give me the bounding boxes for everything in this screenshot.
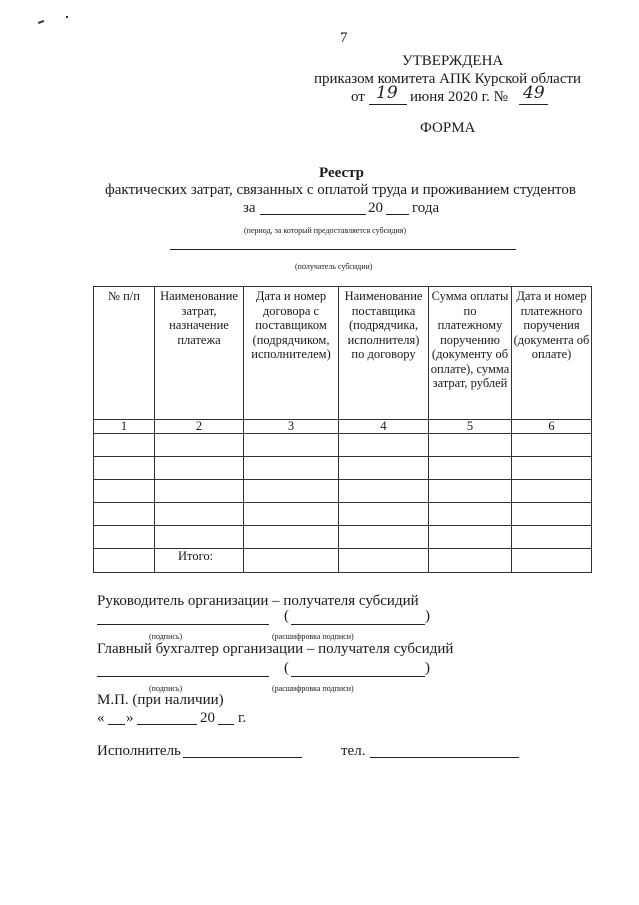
phone-line[interactable] — [370, 757, 519, 758]
date-year-line[interactable] — [218, 724, 234, 725]
table-cell[interactable] — [155, 526, 244, 549]
approval-date-prefix: от — [351, 89, 365, 105]
form-label: ФОРМА — [420, 120, 476, 136]
table-cell[interactable] — [94, 503, 155, 526]
table-cell[interactable] — [94, 480, 155, 503]
table-cell[interactable] — [429, 526, 512, 549]
stamp-label: М.П. (при наличии) — [97, 692, 224, 708]
scan-speck — [38, 20, 44, 24]
table-row — [94, 434, 592, 457]
accountant-signature-line[interactable] — [97, 676, 269, 677]
head-decoding-line[interactable] — [291, 624, 425, 625]
register-title: Реестр — [319, 165, 365, 181]
table-cell[interactable] — [244, 526, 339, 549]
column-number: 4 — [339, 420, 429, 434]
accountant-decoding-caption: (расшифровка подписи) — [272, 684, 354, 693]
col-header-amount: Сумма оплаты по платежному поручению (документу об оплате), сумма затрат, рублей — [429, 287, 512, 420]
approval-line: приказом комитета АПК Курской области — [314, 71, 582, 87]
period-year-underline — [386, 214, 409, 215]
table-cell[interactable] — [244, 457, 339, 480]
col-header-payment-order: Дата и номер платежного поручения (документа об оплате) — [512, 287, 592, 420]
accountant-decoding-close-paren: ) — [425, 660, 430, 676]
table-cell[interactable] — [512, 549, 592, 573]
table-cell[interactable] — [512, 503, 592, 526]
executor-line[interactable] — [183, 757, 302, 758]
table-cell[interactable] — [244, 549, 339, 573]
date-month-line[interactable] — [137, 724, 197, 725]
head-decoding-open-paren: ( — [284, 608, 289, 624]
column-number: 5 — [429, 420, 512, 434]
accountant-decoding-line[interactable] — [291, 676, 425, 677]
col-header-cost-name: Наименование затрат, назначение платежа — [155, 287, 244, 420]
head-decoding-close-paren: ) — [425, 608, 430, 624]
table-cell[interactable] — [155, 503, 244, 526]
table-cell[interactable] — [512, 434, 592, 457]
table-cell[interactable] — [512, 457, 592, 480]
approval-title: УТВЕРЖДЕНА — [402, 53, 504, 69]
table-row — [94, 457, 592, 480]
date-day-line[interactable] — [108, 724, 125, 725]
accountant-signature-label: Главный бухгалтер организации – получателя субсидий — [97, 641, 454, 657]
column-numbers-row — [94, 420, 592, 434]
table-row — [94, 526, 592, 549]
table-cell[interactable] — [339, 503, 429, 526]
table-cell[interactable] — [244, 503, 339, 526]
table-cell[interactable] — [429, 480, 512, 503]
accountant-signature-caption: (подпись) — [149, 684, 183, 693]
head-signature-label: Руководитель организации – получателя субсидий — [97, 593, 419, 609]
column-number: 2 — [155, 420, 244, 434]
table-cell[interactable] — [429, 434, 512, 457]
period-year: 20 — [368, 200, 383, 216]
table-cell[interactable] — [94, 526, 155, 549]
page-number: 7 — [340, 30, 348, 46]
period-suffix: года — [412, 200, 440, 216]
date-day-underline — [369, 104, 407, 105]
table-cell[interactable] — [155, 480, 244, 503]
approval-date-rest: июня 2020 г. № — [410, 89, 508, 105]
table-cell[interactable] — [94, 457, 155, 480]
col-header-supplier: Наименование поставщика (подрядчика, исполнителя) по договору — [339, 287, 429, 420]
date-day-handwritten: 19 — [376, 83, 398, 103]
period-prefix: за — [243, 200, 256, 216]
table-cell[interactable] — [155, 434, 244, 457]
table-cell[interactable] — [339, 480, 429, 503]
table-cell[interactable] — [429, 457, 512, 480]
column-number: 1 — [94, 420, 155, 434]
scan-speck — [66, 16, 68, 18]
recipient-line — [170, 249, 516, 250]
table-cell[interactable] — [94, 434, 155, 457]
table-cell[interactable] — [512, 480, 592, 503]
table-cell[interactable] — [244, 480, 339, 503]
accountant-decoding-open-paren: ( — [284, 660, 289, 676]
period-underline — [260, 214, 366, 215]
head-signature-caption: (подпись) — [149, 632, 183, 641]
recipient-caption: (получатель субсидии) — [295, 262, 373, 271]
table-header-row — [94, 287, 592, 420]
table-cell[interactable] — [512, 526, 592, 549]
phone-label: тел. — [341, 743, 366, 759]
table-cell[interactable] — [339, 434, 429, 457]
table-row — [94, 503, 592, 526]
date-year-suffix: г. — [238, 710, 247, 726]
table-cell[interactable] — [339, 549, 429, 573]
col-header-number: № п/п — [94, 287, 155, 420]
head-decoding-caption: (расшифровка подписи) — [272, 632, 354, 641]
column-number: 3 — [244, 420, 339, 434]
table-cell[interactable] — [339, 457, 429, 480]
order-number-underline — [519, 104, 548, 105]
register-subtitle: фактических затрат, связанных с оплатой труда и проживанием студентов — [105, 182, 576, 198]
table-cell[interactable] — [429, 549, 512, 573]
column-number: 6 — [512, 420, 592, 434]
period-caption: (период, за который предоставляется субсидия) — [244, 226, 407, 235]
head-signature-line[interactable] — [97, 624, 269, 625]
col-header-contract: Дата и номер договора с поставщиком (подрядчиком, исполнителем) — [244, 287, 339, 420]
table-cell — [94, 549, 155, 573]
order-number-handwritten: 49 — [523, 83, 545, 103]
table-cell[interactable] — [339, 526, 429, 549]
register-table — [93, 286, 592, 573]
date-close-quote: » — [126, 710, 134, 726]
total-label: Итого: — [155, 549, 244, 573]
table-cell[interactable] — [429, 503, 512, 526]
table-cell[interactable] — [155, 457, 244, 480]
executor-label: Исполнитель — [97, 743, 181, 759]
total-row — [94, 549, 592, 573]
table-row — [94, 480, 592, 503]
table-cell[interactable] — [244, 434, 339, 457]
date-open-quote: « — [97, 710, 105, 726]
date-year-prefix: 20 — [200, 710, 215, 726]
